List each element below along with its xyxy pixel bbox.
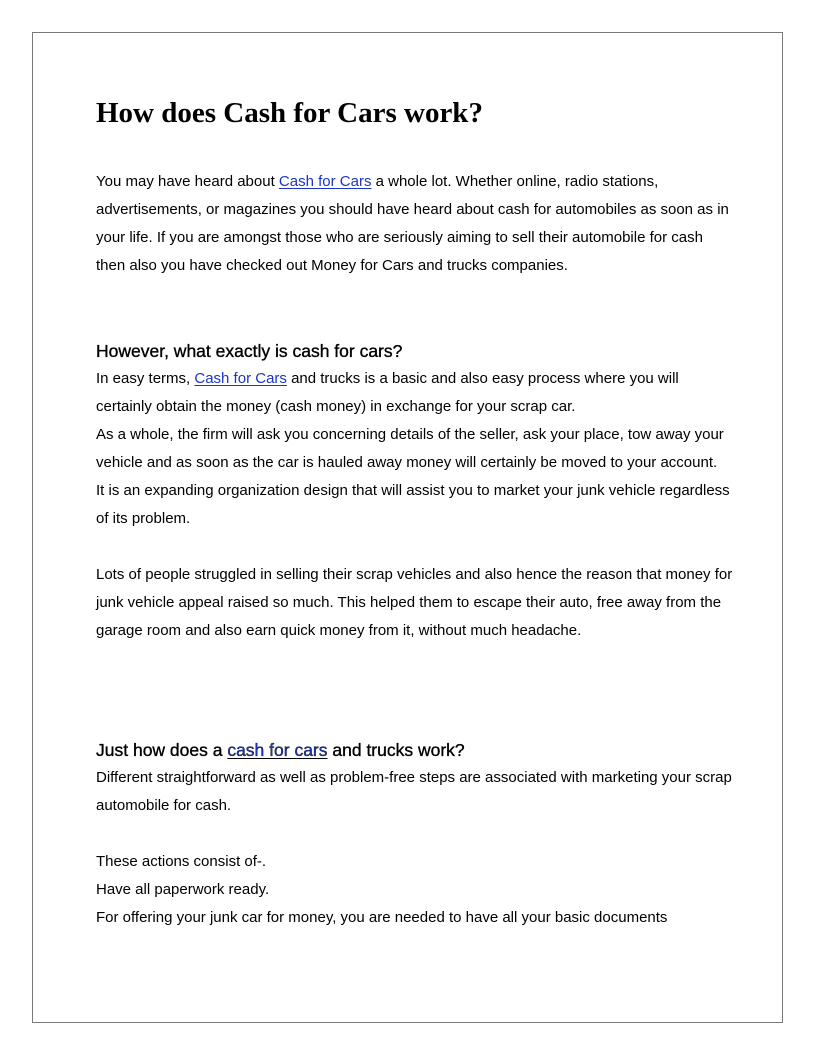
section-what-is: [96, 337, 736, 645]
paragraph-text-start: In easy terms,: [96, 370, 195, 387]
intro-text-end: a whole lot. Whether online, radio stations, advertisements, or magazines you should have heard about cash for automobiles as soon as in your life. If you are amongst those who are seriously aiming to sell their automobile for cash then also you have checked out Money for Cars and trucks companies.: [96, 173, 729, 274]
section-paragraph: [96, 365, 736, 421]
cash-for-cars-link[interactable]: Cash for Cars: [278, 173, 372, 190]
intro-text-start: You may have heard about: [96, 173, 279, 190]
section-paragraph: These actions consist of-.: [96, 853, 267, 870]
paragraph-text-end: and trucks is a basic and also easy process where you will certainly obtain the money (cash money) in exchange for your scrap car.: [96, 370, 679, 415]
section-paragraph: Lots of people struggled in selling their scrap vehicles and also hence the reason that money for junk vehicle appeal raised so much. This helped them to escape their auto, free away from the garage room and also earn quick money from it, without much headache.: [96, 566, 733, 639]
section-heading-what-is: However, what exactly is cash for cars?: [96, 341, 403, 361]
document-title: How does Cash for Cars work?: [96, 97, 483, 129]
section-paragraph: As a whole, the firm will ask you concerning details of the seller, ask your place, tow away your vehicle and as soon as the car is hauled away money will certainly be moved to your account.: [96, 426, 724, 471]
heading-text-end: and trucks work?: [327, 740, 465, 760]
intro-paragraph: [96, 168, 736, 280]
section-how-does: [96, 736, 736, 932]
heading-text-start: Just how does a: [96, 740, 228, 760]
section-paragraph: Have all paperwork ready.: [96, 881, 270, 898]
section-paragraph: For offering your junk car for money, you are needed to have all your basic documents: [96, 909, 668, 926]
cash-for-cars-heading-link[interactable]: cash for cars: [227, 740, 328, 760]
section-paragraph: Different straightforward as well as problem-free steps are associated with marketing your scrap automobile for cash.: [96, 769, 732, 814]
section-paragraph: It is an expanding organization design that will assist you to market your junk vehicle regardless of its problem.: [96, 482, 730, 527]
section-heading-how-does: [96, 736, 736, 764]
cash-for-cars-link[interactable]: Cash for Cars: [194, 370, 287, 387]
intro-section: [96, 168, 736, 280]
